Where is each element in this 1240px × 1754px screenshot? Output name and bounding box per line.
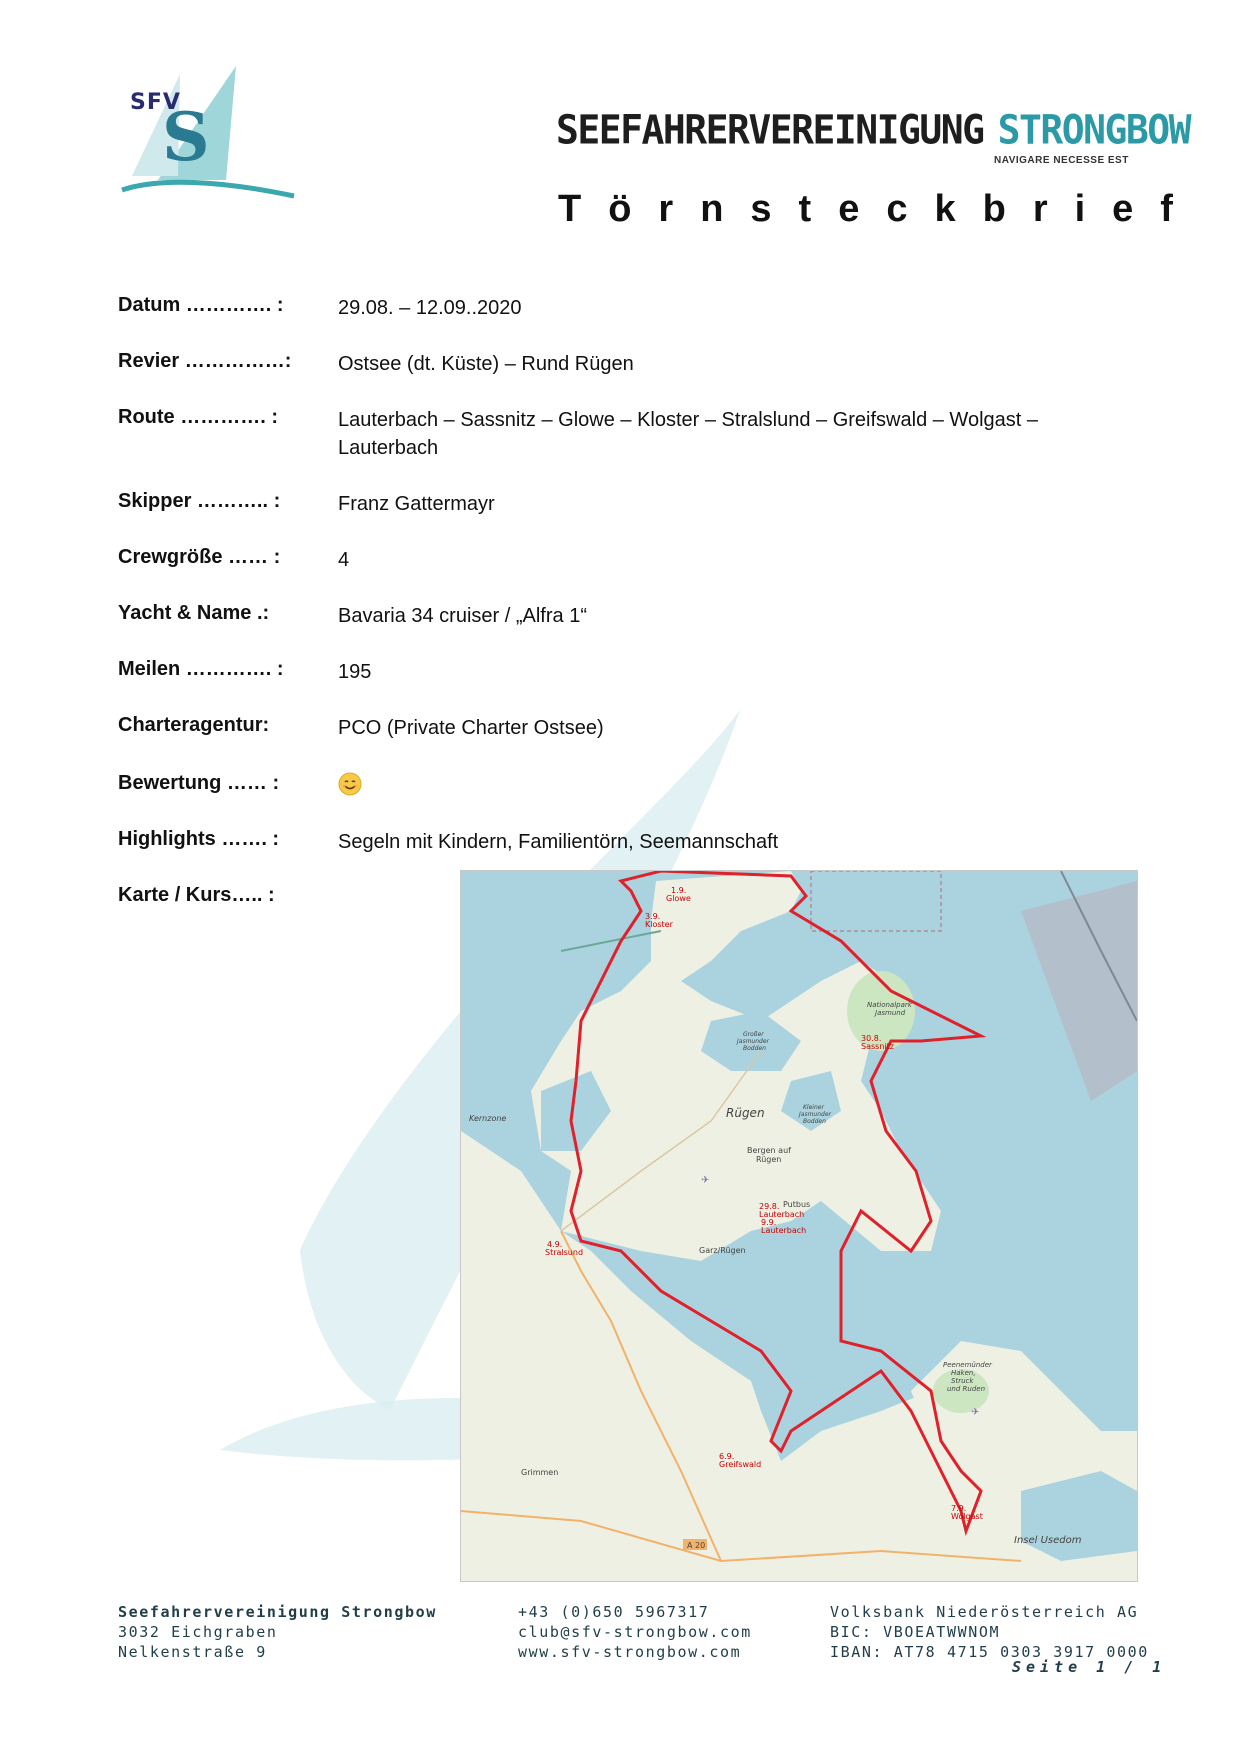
footer-iban: IBAN: AT78 4715 0303 3917 0000 xyxy=(830,1643,1149,1661)
field-value: Bavaria 34 cruiser / „Alfra 1“ xyxy=(338,605,587,627)
brand-name-part2: STRONGBOW xyxy=(997,106,1190,154)
field-value: Franz Gattermayr xyxy=(338,493,495,515)
field-label: Crewgröße …… : xyxy=(118,546,281,568)
footer-contact xyxy=(518,1602,752,1662)
place-peene-3: Struck xyxy=(951,1377,974,1385)
stop-name-kloster: Kloster xyxy=(645,920,673,929)
brand-name xyxy=(556,107,1190,153)
place-kleiner-2: Jasmunder xyxy=(799,1111,831,1118)
place-grosser-3: Bodden xyxy=(743,1045,766,1052)
field-label: Skipper ……….. : xyxy=(118,490,281,512)
sail-logo-icon xyxy=(118,62,318,212)
field-label: Meilen …………. : xyxy=(118,658,284,680)
stop-date-stralsund: 4.9. xyxy=(547,1240,563,1249)
field-value: Lauterbach – Sassnitz – Glowe – Kloster – Stralslund – Greifswald – Wolgast – Lauterbach xyxy=(338,409,1038,459)
stop-date-sassnitz: 30.8. xyxy=(861,1034,882,1043)
sfv-logo xyxy=(118,62,318,212)
place-kernzone: Kernzone xyxy=(469,1114,507,1123)
field-label: Bewertung …… : xyxy=(118,772,280,794)
footer-web[interactable]: www.sfv-strongbow.com xyxy=(518,1643,742,1661)
stop-name-lauterbach-2: Lauterbach xyxy=(761,1226,807,1235)
field-label: Yacht & Name .: xyxy=(118,602,270,624)
field-label: Charteragentur: xyxy=(118,714,270,736)
field-value: Ostsee (dt. Küste) – Rund Rügen xyxy=(338,353,634,375)
place-kleiner-1: Kleiner xyxy=(803,1104,824,1111)
place-bergen-2: Rügen xyxy=(756,1155,782,1164)
footer-address xyxy=(118,1602,437,1662)
footer-address-line1: 3032 Eichgraben xyxy=(118,1623,278,1641)
place-kleiner-3: Bodden xyxy=(803,1118,826,1125)
footer-org-name: Seefahrervereinigung Strongbow xyxy=(118,1603,437,1621)
place-peene-1: Peenemünder xyxy=(943,1361,992,1369)
place-usedom: Insel Usedom xyxy=(1014,1535,1082,1546)
field-value: 4 xyxy=(338,549,350,571)
place-ruegen: Rügen xyxy=(726,1106,765,1120)
stop-name-greifswald: Greifswald xyxy=(719,1460,762,1469)
stop-name-lauterbach-1: Lauterbach xyxy=(759,1210,805,1219)
stop-name-glowe: Glowe xyxy=(666,894,691,903)
stop-date-kloster: 3.9. xyxy=(645,912,661,921)
field-label: Karte / Kurs….. : xyxy=(118,884,275,906)
field-value: PCO (Private Charter Ostsee) xyxy=(338,717,604,739)
stop-name-wolgast: Wolgast xyxy=(951,1512,983,1521)
place-jasmund-2: Jasmund xyxy=(875,1009,906,1017)
stop-date-lauterbach-1: 29.8. xyxy=(759,1202,780,1211)
airport-icon: ✈ xyxy=(701,1175,710,1186)
stop-name-stralsund: Stralsund xyxy=(545,1248,584,1257)
smiley-icon xyxy=(338,772,362,796)
place-jasmund-1: Nationalpark xyxy=(867,1001,912,1009)
place-grimmen: Grimmen xyxy=(521,1468,559,1477)
field-label: Route …………. : xyxy=(118,406,278,428)
field-value: Segeln mit Kindern, Familientörn, Seemannschaft xyxy=(338,831,779,853)
place-peene-4: und Ruden xyxy=(947,1385,986,1393)
route-map-graphic xyxy=(461,871,1137,1581)
page-number: Seite 1 / 1 xyxy=(1012,1658,1167,1676)
stop-date-wolgast: 7.9. xyxy=(951,1504,967,1513)
field-value xyxy=(338,772,1098,804)
footer-bank-name: Volksbank Niederösterreich AG xyxy=(830,1603,1139,1621)
field-value: 195 xyxy=(338,661,372,683)
field-label: Datum …………. : xyxy=(118,294,284,316)
route-map xyxy=(460,870,1138,1582)
field-value: 29.08. – 12.09..2020 xyxy=(338,297,522,319)
stop-date-lauterbach-2: 9.9. xyxy=(761,1218,777,1227)
stop-date-greifswald: 6.9. xyxy=(719,1452,735,1461)
stop-name-sassnitz: Sassnitz xyxy=(861,1042,894,1051)
motto: NAVIGARE NECESSE EST xyxy=(994,155,1129,166)
place-bergen-1: Bergen auf xyxy=(747,1146,791,1155)
place-grosser-1: Großer xyxy=(743,1031,764,1038)
document-title: Törnsteckbrief xyxy=(558,188,1200,230)
airport-icon: ✈ xyxy=(971,1407,980,1418)
footer-phone: +43 (0)650 5967317 xyxy=(518,1603,710,1621)
logo-text: SFV xyxy=(130,90,181,115)
footer-bank xyxy=(830,1602,1149,1662)
place-garz: Garz/Rügen xyxy=(699,1246,746,1255)
stop-date-glowe: 1.9. xyxy=(671,886,687,895)
footer-bic: BIC: VBOEATWWNOM xyxy=(830,1623,1001,1641)
brand-name-part1: SEEFAHRERVEREINIGUNG xyxy=(556,106,984,154)
road-label-a20: A 20 xyxy=(687,1541,706,1550)
footer-address-line2: Nelkenstraße 9 xyxy=(118,1643,267,1661)
field-label: Highlights ……. : xyxy=(118,828,280,850)
place-putbus: Putbus xyxy=(783,1200,811,1209)
place-grosser-2: Jasmunder xyxy=(737,1038,769,1045)
footer-email[interactable]: club@sfv-strongbow.com xyxy=(518,1623,752,1641)
place-peene-2: Haken, xyxy=(951,1369,976,1377)
field-label: Revier ……………: xyxy=(118,350,292,372)
svg-text:S: S xyxy=(162,98,210,176)
